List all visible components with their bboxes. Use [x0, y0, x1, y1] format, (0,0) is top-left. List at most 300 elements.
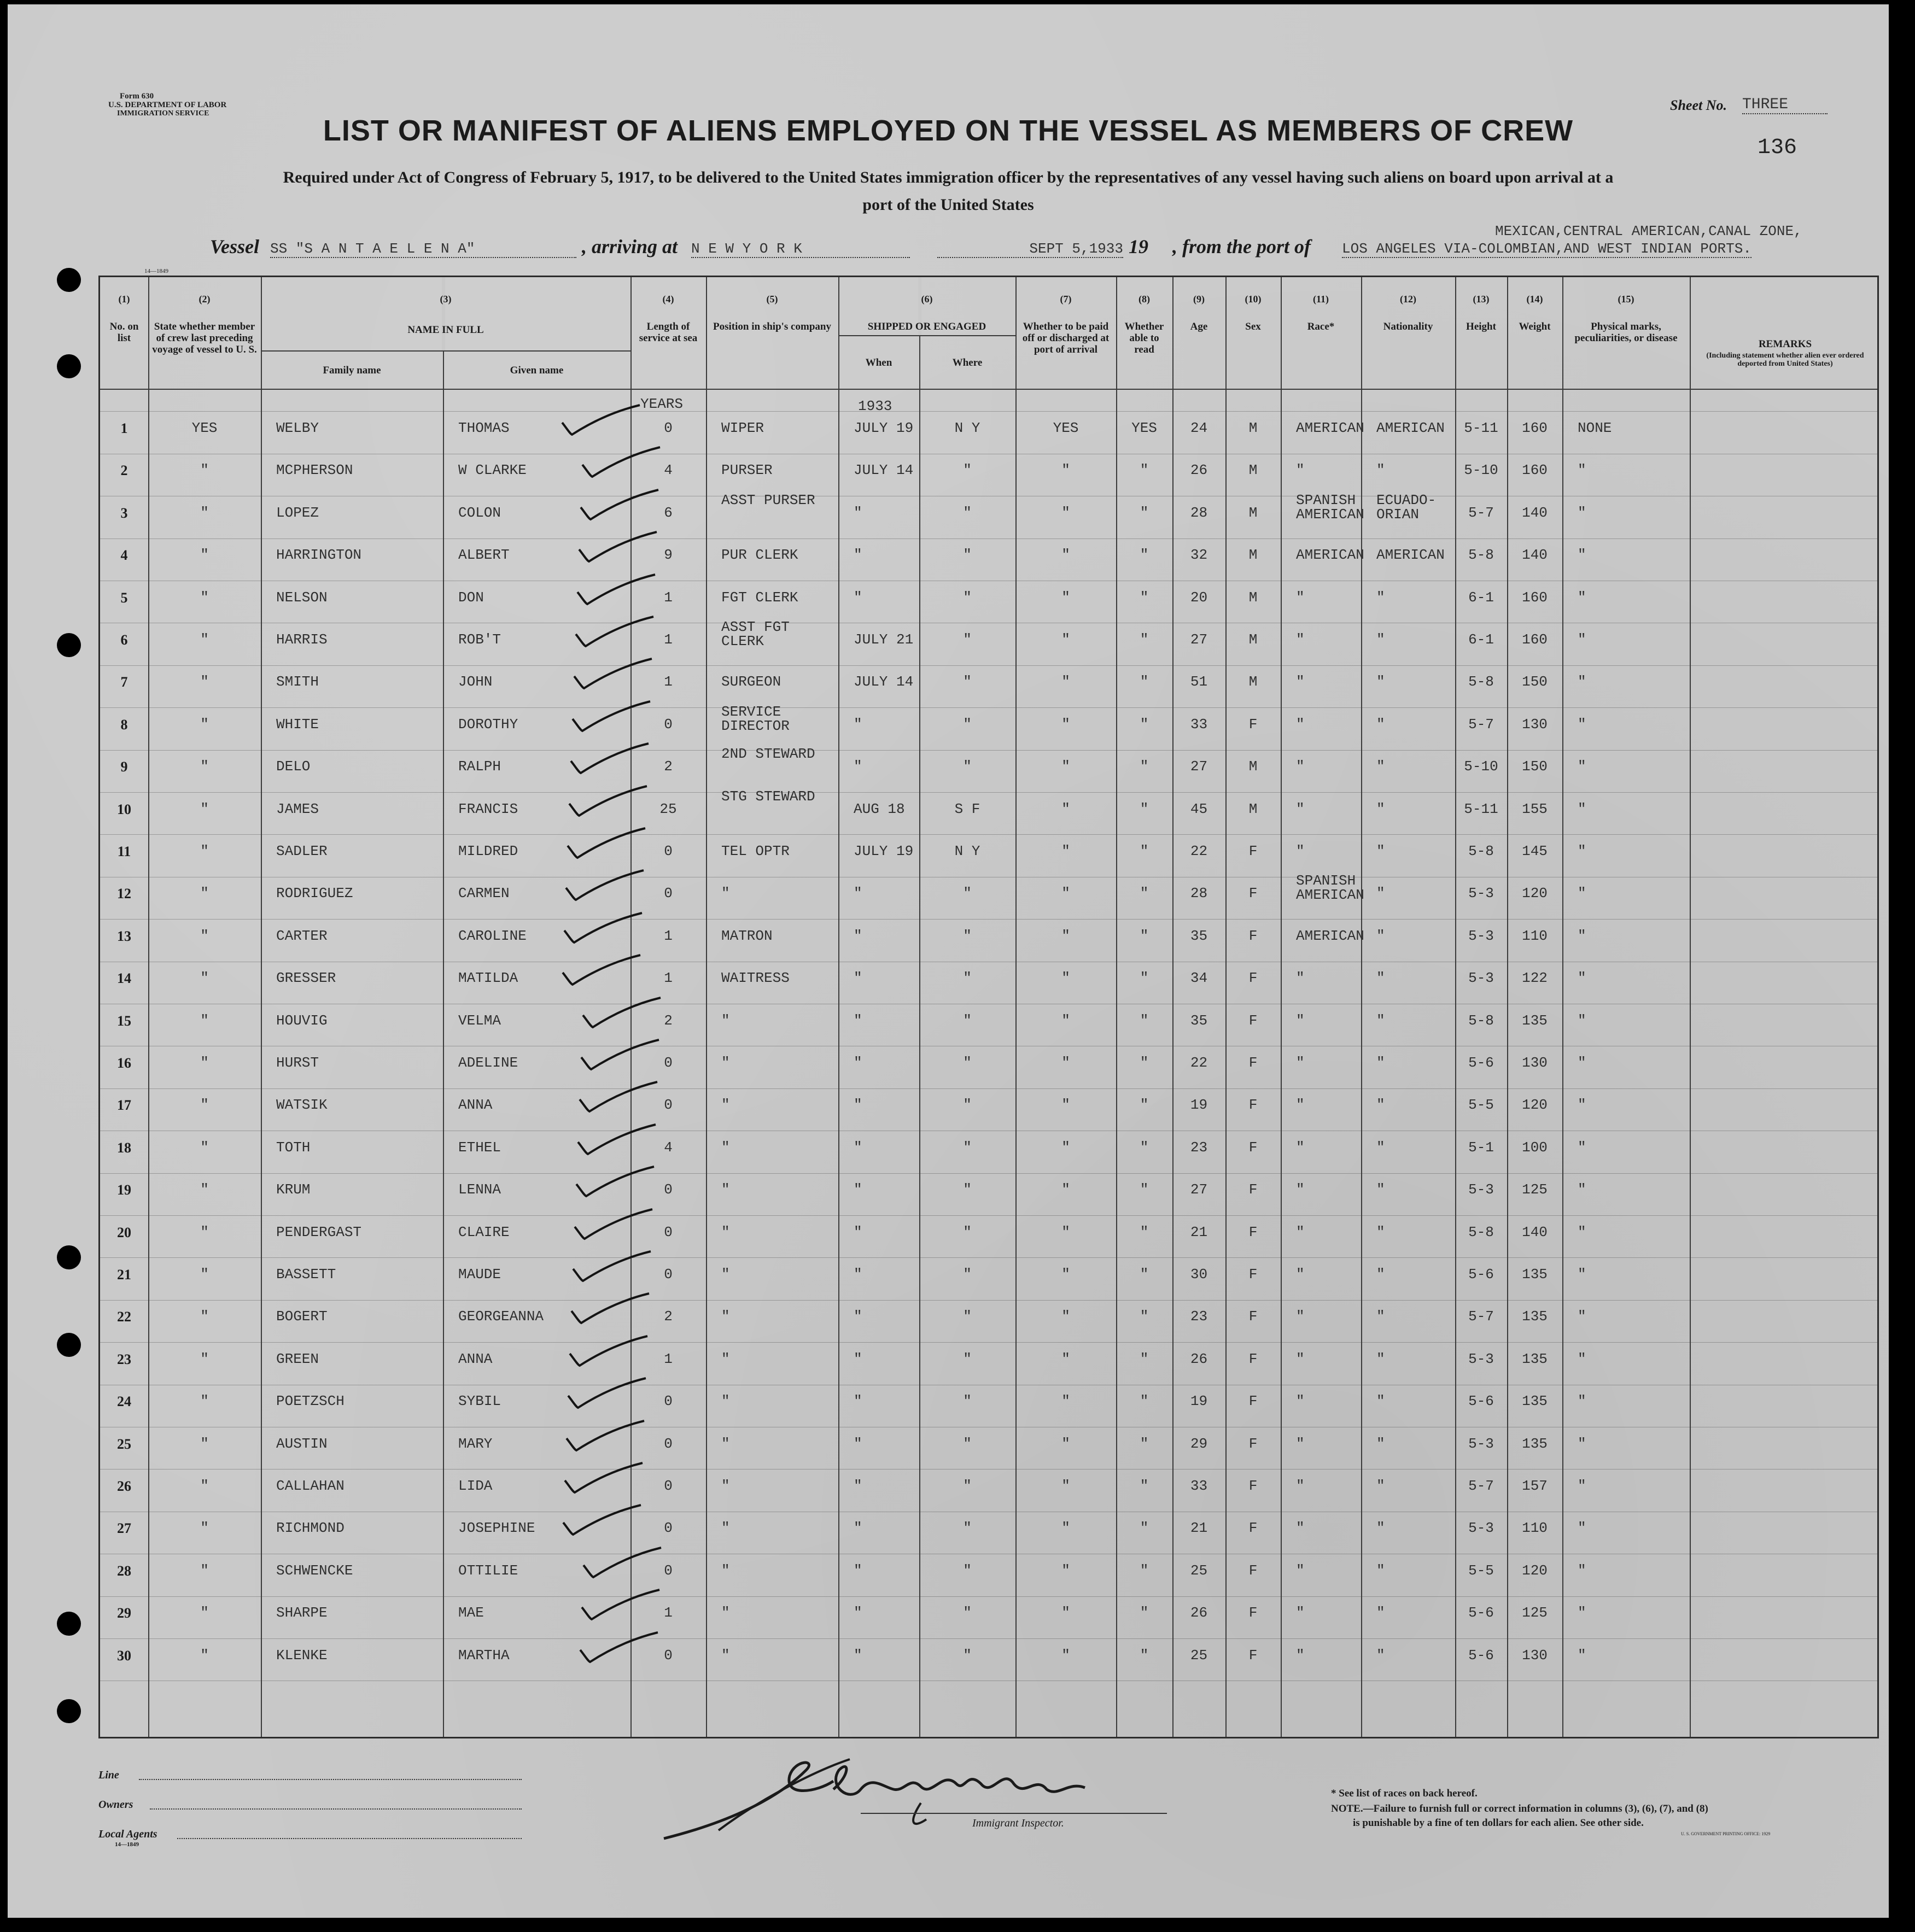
cell-weight: 130 — [1522, 1647, 1548, 1664]
cell-age: 23 — [1190, 1308, 1208, 1325]
cell-family: HARRIS — [276, 631, 328, 648]
header-c3a: Family name — [323, 365, 381, 376]
cell-nationality: AMERICAN — [1376, 547, 1445, 563]
cell-weight: 130 — [1522, 716, 1548, 733]
page-number: 136 — [1758, 136, 1797, 160]
cell-read: " — [1140, 928, 1149, 944]
cell-family: HARRINGTON — [276, 547, 362, 563]
cell-last: " — [200, 716, 209, 733]
row-number: 22 — [117, 1309, 131, 1325]
cell-age: 51 — [1190, 674, 1208, 690]
cell-family: POETZSCH — [276, 1393, 345, 1409]
cell-paid: " — [1061, 970, 1070, 986]
punch-hole — [57, 354, 81, 378]
cell-age: 35 — [1190, 928, 1208, 944]
cell-given: MATILDA — [458, 970, 518, 986]
table-row — [100, 788, 1881, 844]
cell-marks: NONE — [1578, 420, 1612, 436]
check-mark-icon — [564, 1374, 651, 1412]
cell-race: " — [1296, 1012, 1305, 1029]
header-num-c13: (13) — [1473, 294, 1490, 305]
header-c6b: Where — [952, 357, 983, 368]
cell-position: ASST PURSER — [721, 492, 815, 508]
inspector-field — [861, 1813, 1167, 1814]
sheet-label: Sheet No. — [1670, 97, 1727, 113]
cell-read: " — [1140, 843, 1149, 859]
cell-service: 4 — [664, 462, 673, 478]
cell-when: " — [854, 505, 862, 521]
cell-marks: " — [1578, 1605, 1586, 1621]
cell-age: 26 — [1190, 1605, 1208, 1621]
punch-hole — [57, 1333, 81, 1357]
table-row — [100, 1520, 1881, 1562]
cell-last: " — [200, 1393, 209, 1409]
cell-paid: " — [1061, 1266, 1070, 1283]
cell-when: " — [854, 1266, 862, 1283]
cell-family: PENDERGAST — [276, 1224, 362, 1240]
cell-given: MILDRED — [458, 843, 518, 859]
cell-where: " — [963, 1181, 972, 1198]
cell-read: " — [1140, 1308, 1149, 1325]
cell-weight: 120 — [1522, 1097, 1548, 1113]
cell-read: " — [1140, 716, 1149, 733]
cell-family: BASSETT — [276, 1266, 336, 1283]
cell-weight: 110 — [1522, 1520, 1548, 1536]
cell-position: PURSER — [721, 462, 773, 478]
years-label: YEARS — [640, 396, 684, 412]
cell-marks: " — [1578, 1224, 1586, 1240]
cell-age: 27 — [1190, 758, 1208, 775]
cell-read: " — [1140, 589, 1149, 606]
cell-race: SPANISH AMERICAN — [1296, 873, 1364, 903]
cell-family: HURST — [276, 1055, 319, 1071]
cell-sex: F — [1248, 1647, 1258, 1664]
row-number: 16 — [117, 1055, 131, 1071]
cell-marks: " — [1578, 1012, 1586, 1029]
cell-read: " — [1140, 758, 1149, 775]
cell-age: 45 — [1190, 801, 1208, 817]
cell-nationality: " — [1376, 1097, 1385, 1113]
cell-given: JOHN — [458, 674, 493, 690]
cell-where: " — [963, 1520, 972, 1536]
cell-age: 32 — [1190, 547, 1208, 563]
crew-manifest-table — [98, 276, 1879, 1738]
cell-marks: " — [1578, 1266, 1586, 1283]
cell-marks: " — [1578, 1436, 1586, 1452]
check-mark-icon — [562, 1416, 650, 1455]
cell-weight: 125 — [1522, 1181, 1548, 1198]
cell-given: GEORGEANNA — [458, 1308, 544, 1325]
cell-sex: M — [1248, 462, 1258, 478]
cell-nationality: " — [1376, 674, 1385, 690]
cell-age: 27 — [1190, 631, 1208, 648]
cell-paid: " — [1061, 716, 1070, 733]
cell-race: " — [1296, 462, 1305, 478]
row-number: 4 — [120, 547, 128, 563]
cell-read: YES — [1131, 420, 1157, 436]
cell-read: " — [1140, 1181, 1149, 1198]
arriving-port: N E W Y O R K — [691, 241, 910, 258]
cell-family: RODRIGUEZ — [276, 885, 353, 901]
cell-last: " — [200, 928, 209, 944]
cell-given: ADELINE — [458, 1055, 518, 1071]
cell-family: SMITH — [276, 674, 319, 690]
cell-sex: F — [1248, 1605, 1258, 1621]
cell-when: " — [854, 1012, 862, 1029]
arrival-date: SEPT 5,1933 — [937, 241, 1123, 258]
check-mark-icon — [573, 570, 661, 608]
cell-given: MARTHA — [458, 1647, 510, 1664]
cell-height: 5-8 — [1468, 674, 1494, 690]
cell-sex: F — [1248, 716, 1258, 733]
cell-paid: " — [1061, 547, 1070, 563]
punch-hole — [57, 1245, 81, 1269]
header-num-c11: (11) — [1313, 294, 1329, 305]
cell-position: SERVICE DIRECTOR — [721, 704, 790, 734]
cell-family: TOTH — [276, 1139, 311, 1156]
check-mark-icon — [558, 951, 646, 989]
cell-height: 5-11 — [1464, 801, 1498, 817]
cell-weight: 110 — [1522, 928, 1548, 944]
cell-service: 0 — [664, 420, 673, 436]
cell-age: 27 — [1190, 1181, 1208, 1198]
cell-weight: 160 — [1522, 589, 1548, 606]
cell-position: PUR CLERK — [721, 547, 798, 563]
cell-race: " — [1296, 1647, 1305, 1664]
cell-height: 5-3 — [1468, 928, 1494, 944]
cell-service: 1 — [664, 1605, 673, 1621]
check-mark-icon — [572, 1162, 659, 1201]
row-number: 25 — [117, 1436, 131, 1452]
header-num-c3: (3) — [440, 294, 452, 305]
cell-when: " — [854, 1181, 862, 1198]
cell-given: ETHEL — [458, 1139, 501, 1156]
cell-paid: " — [1061, 1055, 1070, 1071]
cell-given: DON — [458, 589, 484, 606]
cell-where: " — [963, 758, 972, 775]
cell-read: " — [1140, 1478, 1149, 1494]
cell-when: JULY 19 — [854, 843, 914, 859]
cell-last: YES — [191, 420, 218, 436]
cell-nationality: " — [1376, 1139, 1385, 1156]
cell-marks: " — [1578, 716, 1586, 733]
cell-service: 0 — [664, 716, 673, 733]
cell-service: 1 — [664, 970, 673, 986]
cell-age: 34 — [1190, 970, 1208, 986]
cell-paid: " — [1061, 1224, 1070, 1240]
cell-where: " — [963, 1266, 972, 1283]
cell-paid: " — [1061, 843, 1070, 859]
cell-read: " — [1140, 674, 1149, 690]
cell-age: 21 — [1190, 1224, 1208, 1240]
check-mark-icon — [569, 1247, 656, 1285]
cell-last: " — [200, 631, 209, 648]
cell-race: " — [1296, 1055, 1305, 1071]
cell-paid: " — [1061, 1478, 1070, 1494]
cell-position: " — [721, 885, 730, 901]
cell-position: " — [721, 1097, 730, 1113]
cell-given: THOMAS — [458, 420, 510, 436]
cell-height: 5-8 — [1468, 843, 1494, 859]
cell-read: " — [1140, 1055, 1149, 1071]
cell-read: " — [1140, 631, 1149, 648]
cell-paid: " — [1061, 1520, 1070, 1536]
cell-service: 0 — [664, 1055, 673, 1071]
row-number: 10 — [117, 801, 131, 817]
cell-service: 9 — [664, 547, 673, 563]
cell-family: KRUM — [276, 1181, 311, 1198]
cell-given: OTTILIE — [458, 1562, 518, 1579]
cell-family: LOPEZ — [276, 505, 319, 521]
cell-family: CALLAHAN — [276, 1478, 345, 1494]
cell-when: JULY 19 — [854, 420, 914, 436]
cell-last: " — [200, 1647, 209, 1664]
header-num-c4: (4) — [662, 294, 674, 305]
cell-nationality: " — [1376, 589, 1385, 606]
cell-given: SYBIL — [458, 1393, 501, 1409]
cell-family: WATSIK — [276, 1097, 328, 1113]
cell-height: 5-10 — [1464, 462, 1498, 478]
cell-sex: M — [1248, 547, 1258, 563]
cell-position: ASST FGT CLERK — [721, 619, 790, 649]
owners-field — [150, 1808, 522, 1810]
cell-where: " — [963, 1351, 972, 1367]
row-number: 14 — [117, 970, 131, 986]
cell-nationality: " — [1376, 1266, 1385, 1283]
cell-weight: 160 — [1522, 631, 1548, 648]
check-mark-icon — [577, 1035, 664, 1074]
cell-weight: 150 — [1522, 674, 1548, 690]
cell-read: " — [1140, 547, 1149, 563]
check-mark-icon — [571, 612, 659, 651]
table-row — [100, 970, 1881, 1012]
row-number: 1 — [120, 420, 128, 436]
cell-age: 22 — [1190, 843, 1208, 859]
cell-where: " — [963, 928, 972, 944]
header-remarks-sub: (Including statement whether alien ever ordered deported from United States) — [1706, 352, 1864, 368]
row-number: 27 — [117, 1520, 131, 1536]
agents-code: 14—1849 — [115, 1841, 139, 1848]
cell-given: LIDA — [458, 1478, 493, 1494]
cell-last: " — [200, 1520, 209, 1536]
cell-service: 0 — [664, 1266, 673, 1283]
cell-service: 1 — [664, 928, 673, 944]
cell-given: RALPH — [458, 758, 501, 775]
cell-paid: " — [1061, 1139, 1070, 1156]
cell-marks: " — [1578, 758, 1586, 775]
cell-nationality: " — [1376, 885, 1385, 901]
cell-service: 0 — [664, 1224, 673, 1240]
header-c1: No. on list — [109, 321, 139, 344]
cell-age: 19 — [1190, 1097, 1208, 1113]
cell-family: WHITE — [276, 716, 319, 733]
cell-nationality: " — [1376, 1224, 1385, 1240]
cell-where: S F — [954, 801, 980, 817]
cell-race: " — [1296, 1308, 1305, 1325]
cell-age: 33 — [1190, 716, 1208, 733]
cell-nationality: " — [1376, 1436, 1385, 1452]
subheader-rule — [838, 335, 1015, 336]
cell-weight: 140 — [1522, 547, 1548, 563]
cell-given: ANNA — [458, 1351, 493, 1367]
cell-race: " — [1296, 1266, 1305, 1283]
cell-when: " — [854, 1097, 862, 1113]
cell-given: VELMA — [458, 1012, 501, 1029]
cell-weight: 135 — [1522, 1351, 1548, 1367]
header-num-c15: (15) — [1618, 294, 1634, 305]
local-agents-label: Local Agents — [98, 1828, 157, 1840]
cell-paid: " — [1061, 885, 1070, 901]
cell-marks: " — [1578, 1097, 1586, 1113]
cell-weight: 135 — [1522, 1436, 1548, 1452]
cell-given: MAE — [458, 1605, 484, 1621]
cell-marks: " — [1578, 1520, 1586, 1536]
cell-race: " — [1296, 674, 1305, 690]
cell-service: 25 — [659, 801, 677, 817]
cell-service: 1 — [664, 589, 673, 606]
cell-where: " — [963, 1308, 972, 1325]
cell-height: 5-10 — [1464, 758, 1498, 775]
cell-nationality: AMERICAN — [1376, 420, 1445, 436]
row-number: 20 — [117, 1225, 131, 1240]
table-row — [100, 420, 1881, 462]
cell-age: 25 — [1190, 1562, 1208, 1579]
cell-given: MARY — [458, 1436, 493, 1452]
cell-where: " — [963, 631, 972, 648]
cell-sex: M — [1248, 758, 1258, 775]
cell-given: LENNA — [458, 1181, 501, 1198]
cell-sex: M — [1248, 631, 1258, 648]
cell-position: " — [721, 1647, 730, 1664]
cell-age: 33 — [1190, 1478, 1208, 1494]
cell-race: " — [1296, 1520, 1305, 1536]
cell-paid: " — [1061, 1562, 1070, 1579]
table-row — [100, 1097, 1881, 1139]
header-c12: Nationality — [1383, 321, 1433, 332]
year-1933: 1933 — [858, 398, 892, 414]
header-num-c9: (9) — [1193, 294, 1205, 305]
cell-height: 5-1 — [1468, 1139, 1494, 1156]
cell-weight: 100 — [1522, 1139, 1548, 1156]
cell-marks: " — [1578, 843, 1586, 859]
cell-height: 5-6 — [1468, 1647, 1494, 1664]
cell-height: 5-7 — [1468, 505, 1494, 521]
cell-when: " — [854, 1647, 862, 1664]
cell-read: " — [1140, 1097, 1149, 1113]
cell-paid: " — [1061, 1308, 1070, 1325]
cell-last: " — [200, 1097, 209, 1113]
cell-position: TEL OPTR — [721, 843, 790, 859]
header-num-c6: (6) — [921, 294, 933, 305]
punch-hole — [57, 1612, 81, 1636]
printer-imprint: U. S. GOVERNMENT PRINTING OFFICE: 1929 — [1681, 1831, 1771, 1836]
cell-given: CLAIRE — [458, 1224, 510, 1240]
table-row — [100, 844, 1881, 886]
punch-hole — [57, 1699, 81, 1723]
check-mark-icon — [567, 1289, 655, 1327]
cell-service: 0 — [664, 843, 673, 859]
cell-read: " — [1140, 1224, 1149, 1240]
header-num-c14: (14) — [1526, 294, 1543, 305]
punch-hole — [57, 268, 81, 292]
cell-sex: M — [1248, 505, 1258, 521]
check-mark-icon — [576, 485, 664, 524]
cell-family: DELO — [276, 758, 311, 775]
cell-nationality: " — [1376, 1605, 1385, 1621]
cell-where: " — [963, 674, 972, 690]
header-num-c2: (2) — [198, 294, 211, 305]
row-number: 11 — [117, 844, 131, 859]
cell-read: " — [1140, 1562, 1149, 1579]
table-row — [100, 1140, 1881, 1182]
cell-sex: F — [1248, 1351, 1258, 1367]
cell-when: " — [854, 970, 862, 986]
cell-sex: F — [1248, 1478, 1258, 1494]
table-row — [100, 873, 1881, 928]
header-mask — [442, 277, 445, 350]
header-c6: SHIPPED OR ENGAGED — [867, 321, 986, 332]
table-row — [100, 704, 1881, 762]
cell-when: " — [854, 1520, 862, 1536]
manifest-title: LIST OR MANIFEST OF ALIENS EMPLOYED ON THE VESSEL AS MEMBERS OF CREW — [323, 114, 1574, 147]
cell-when: " — [854, 1224, 862, 1240]
cell-when: " — [854, 1562, 862, 1579]
cell-paid: " — [1061, 1393, 1070, 1409]
table-row — [100, 1648, 1881, 1690]
cell-where: " — [963, 970, 972, 986]
form-number: Form 630 — [120, 92, 154, 101]
cell-family: BOGERT — [276, 1308, 328, 1325]
cell-given: ALBERT — [458, 547, 510, 563]
penalty-note-2: is punishable by a fine of ten dollars for each alien. See other side. — [1353, 1817, 1644, 1829]
cell-paid: " — [1061, 801, 1070, 817]
cell-where: " — [963, 1055, 972, 1071]
cell-where: " — [963, 885, 972, 901]
cell-when: JULY 14 — [854, 462, 914, 478]
cell-marks: " — [1578, 1647, 1586, 1664]
cell-weight: 145 — [1522, 843, 1548, 859]
cell-family: HOUVIG — [276, 1012, 328, 1029]
arriving-label: , arriving at — [582, 236, 678, 257]
cell-sex: M — [1248, 801, 1258, 817]
row-number: 17 — [117, 1097, 131, 1113]
cell-race: " — [1296, 843, 1305, 859]
cell-sex: F — [1248, 1224, 1258, 1240]
cell-height: 5-3 — [1468, 885, 1494, 901]
cell-marks: " — [1578, 1562, 1586, 1579]
cell-sex: F — [1248, 1097, 1258, 1113]
cell-when: AUG 18 — [854, 801, 905, 817]
cell-position: STG STEWARD — [721, 788, 815, 805]
cell-position: " — [721, 1436, 730, 1452]
cell-race: " — [1296, 1605, 1305, 1621]
cell-service: 0 — [664, 885, 673, 901]
header-rule — [100, 389, 1877, 390]
cell-service: 0 — [664, 1393, 673, 1409]
cell-last: " — [200, 801, 209, 817]
cell-where: " — [963, 1097, 972, 1113]
row-number: 15 — [117, 1013, 131, 1029]
cell-given: W CLARKE — [458, 462, 527, 478]
cell-paid: " — [1061, 589, 1070, 606]
cell-nationality: " — [1376, 1393, 1385, 1409]
cell-nationality: " — [1376, 462, 1385, 478]
cell-position: WIPER — [721, 420, 764, 436]
cell-family: AUSTIN — [276, 1436, 328, 1452]
cell-marks: " — [1578, 801, 1586, 817]
cell-height: 5-5 — [1468, 1562, 1494, 1579]
cell-position: " — [721, 1605, 730, 1621]
